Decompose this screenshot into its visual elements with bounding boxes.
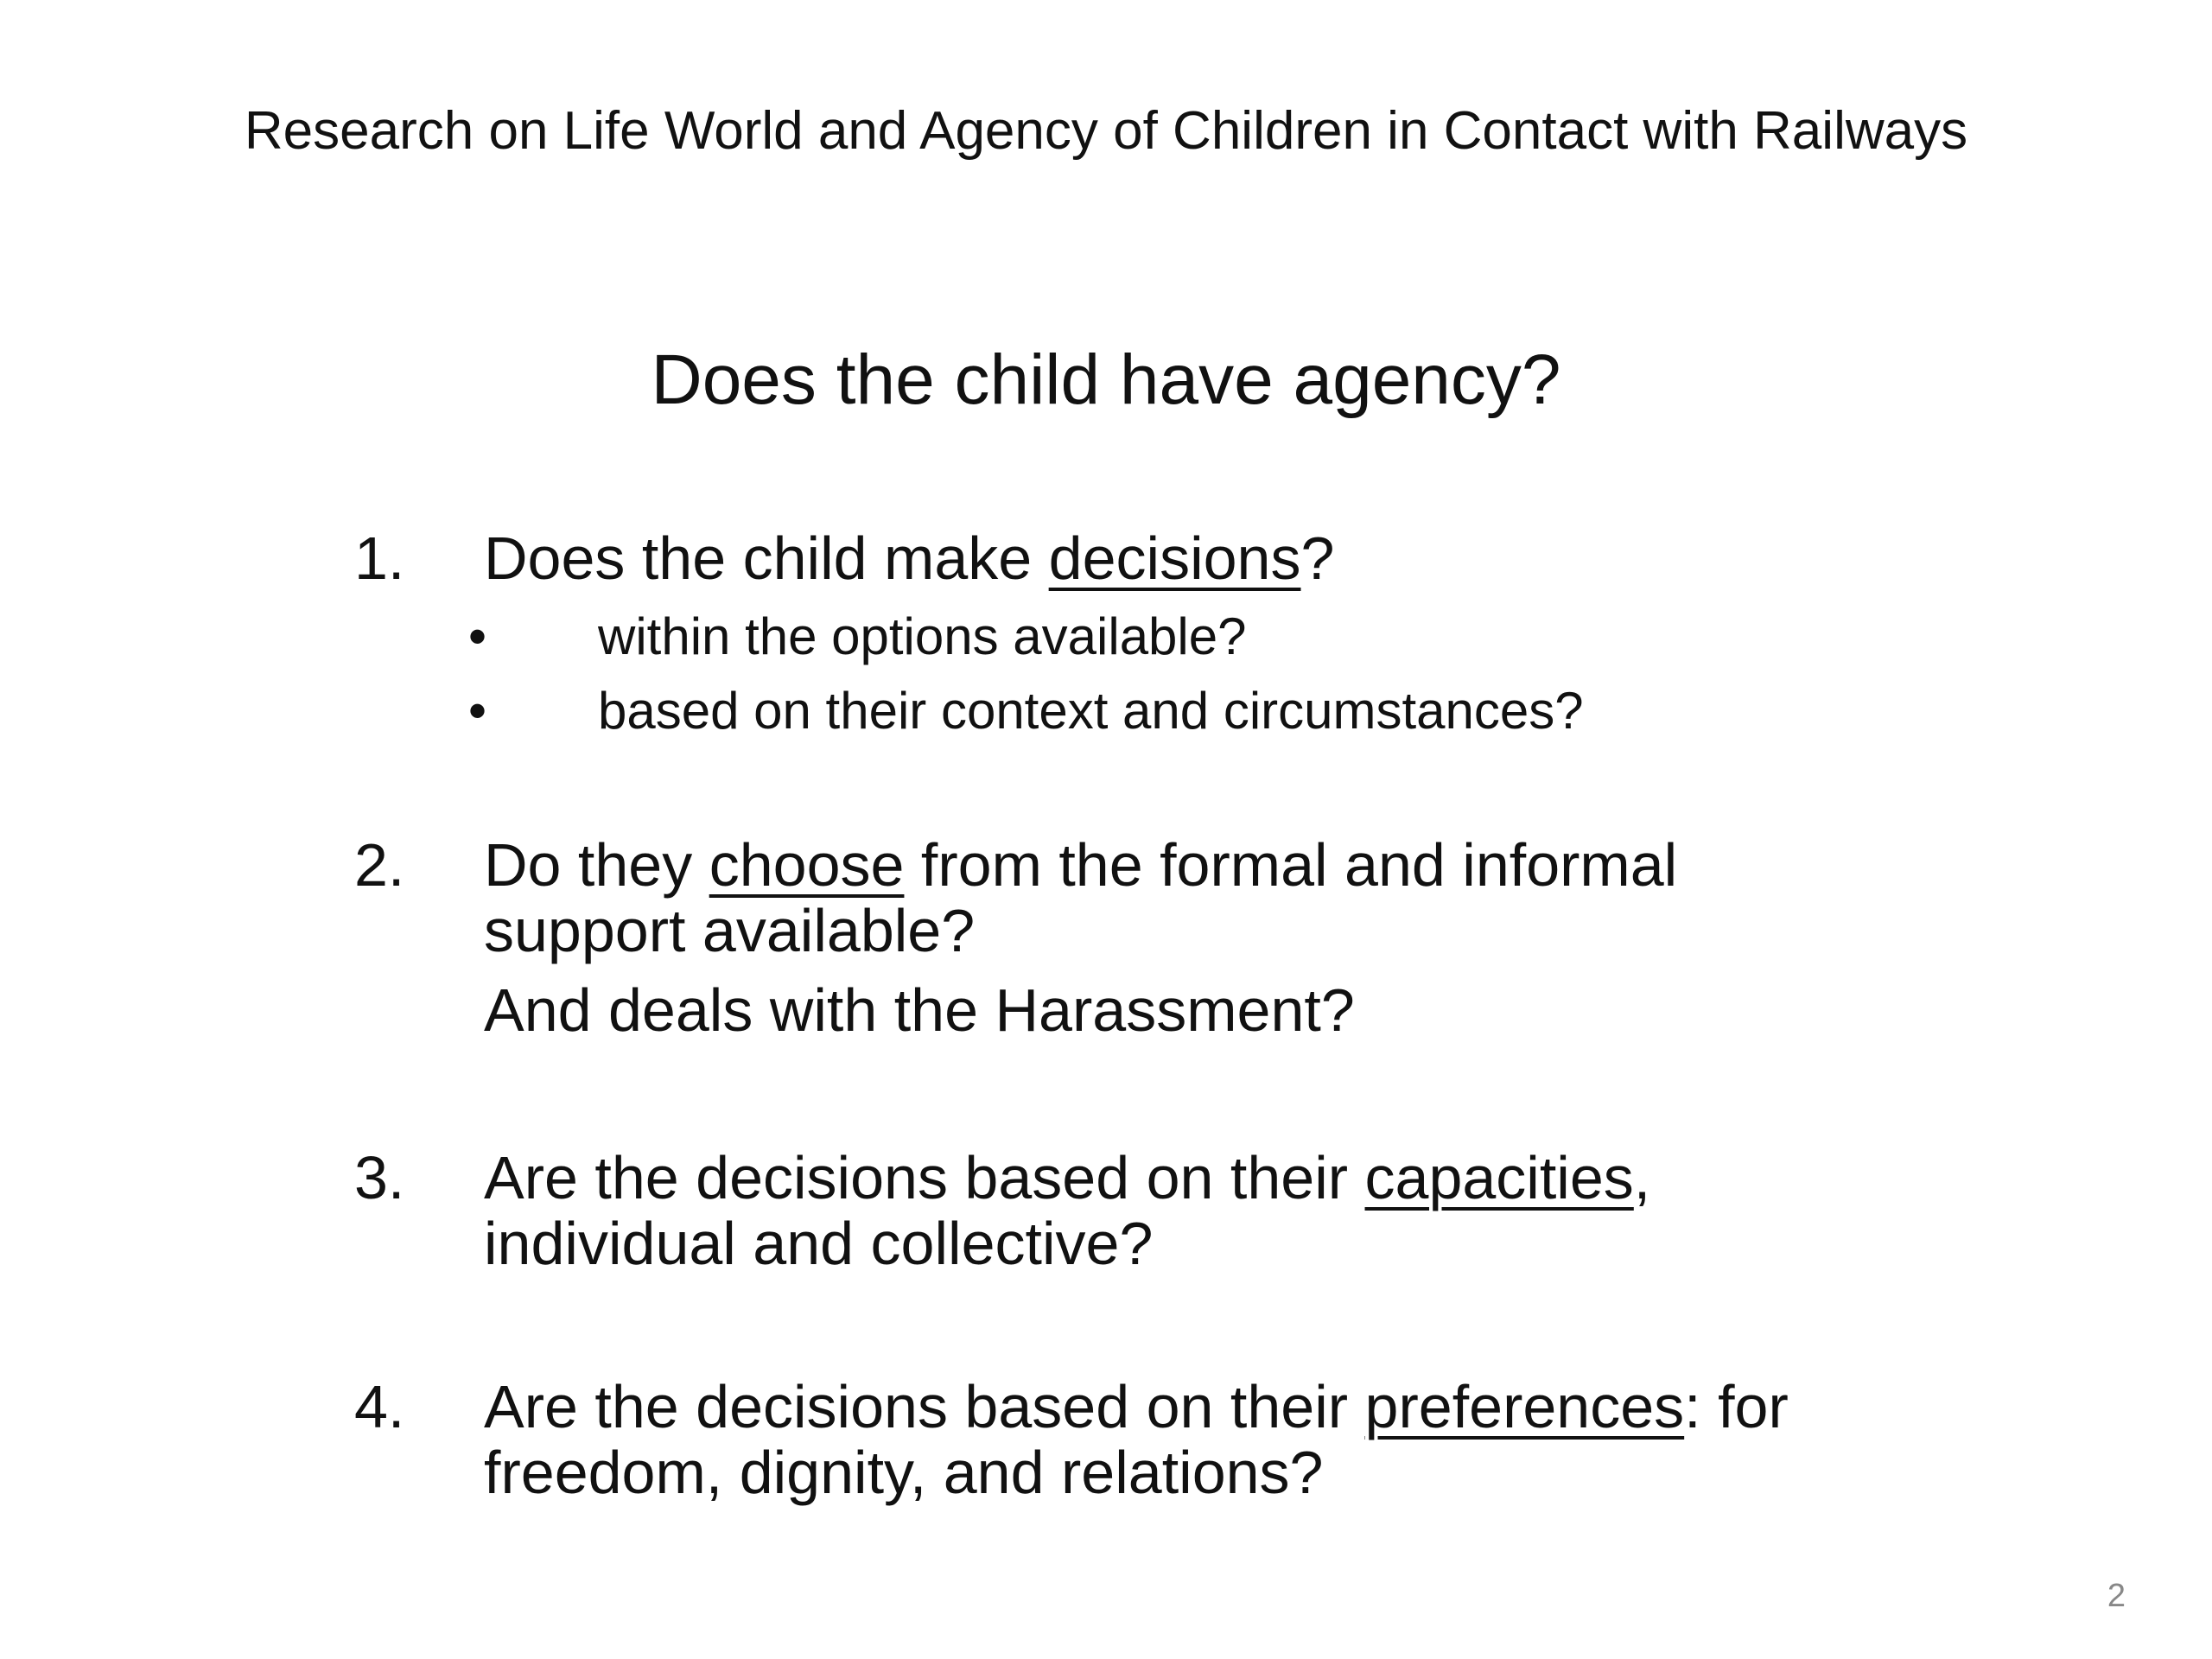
underlined-term: choose [709,831,905,899]
list-item-text [484,525,1953,591]
list-item-extra-line: And deals with the Harassment? [484,976,1355,1044]
underlined-term: preferences [1364,1373,1685,1440]
page-number: 2 [2107,1578,2126,1614]
text-segment: Does the child make [484,524,1049,592]
slide-header: Research on Life World and Agency of Children in Contact with Railways [244,101,1968,161]
list-item-number: 4. [354,1373,405,1440]
list-item-line [484,1374,1953,1440]
list-item-line [484,832,1953,898]
sub-bullet-text: within the options available? [598,607,1247,665]
list-item-text [484,832,1953,963]
text-segment: Do they [484,831,709,899]
sub-bullet-text: based on their context and circumstances? [598,682,1584,740]
text-segment: Are the decisions based on their [484,1373,1365,1440]
bullet-icon: • [468,607,487,665]
list-item-number: 2. [354,831,405,899]
text-segment: , [1633,1144,1651,1211]
slide-title: Does the child have agency? [651,340,1561,419]
list-item-number: 1. [354,524,405,592]
list-item-line [484,525,1953,591]
text-segment: : for [1684,1373,1789,1440]
underlined-term: capacities [1364,1144,1634,1211]
list-item-line: support available? [484,897,976,964]
list-item-line: freedom, dignity, and relations? [484,1439,1324,1506]
text-segment: Are the decisions based on their [484,1144,1365,1211]
list-item-line [484,1145,1953,1211]
list-item-line: individual and collective? [484,1210,1154,1277]
list-item-text [484,1145,1953,1276]
underlined-term: decisions [1048,524,1301,592]
bullet-icon: • [468,682,487,740]
text-segment: from the formal and informal [904,831,1678,899]
text-segment: ? [1300,524,1335,592]
list-item-text [484,1374,1953,1505]
list-item-number: 3. [354,1144,405,1211]
